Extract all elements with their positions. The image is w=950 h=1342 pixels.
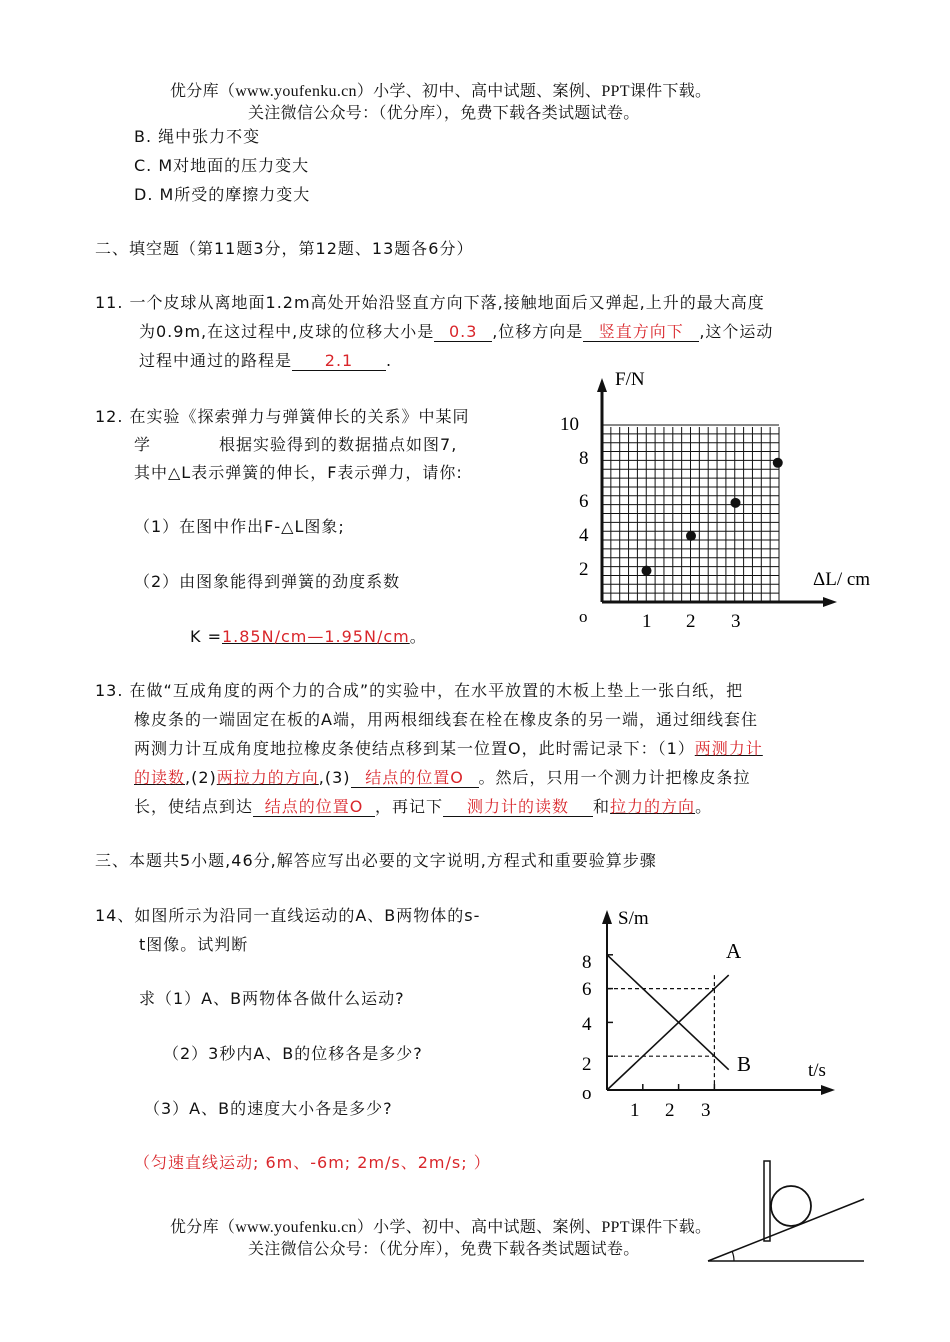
q13-text-c: ,(3): [318, 768, 351, 787]
q14-part-1: 求（1）A、B两物体各做什么运动?: [139, 989, 405, 1008]
q13-answer-6: 拉力的方向: [610, 797, 696, 816]
f-dl-data-point: [773, 458, 783, 468]
q12-k-answer: 1.85N/cm—1.95N/cm: [221, 627, 410, 646]
s-tick-8: 8: [582, 952, 592, 973]
q14-line-1: 14、如图所示为沿同一直线运动的A、B两物体的s-: [95, 906, 481, 925]
q13-answer-5: 测力计的读数: [443, 798, 593, 817]
q13-text-g: 和: [593, 797, 611, 816]
q13-answer-1b: 的读数: [134, 768, 186, 787]
angle-arc: [732, 1251, 734, 1261]
q14-answer: （匀速直线运动; 6m、-6m; 2m/s、2m/s; ）: [134, 1153, 491, 1172]
f-dl-grid: [602, 425, 779, 602]
q13-text-b: ,(2): [185, 768, 217, 787]
f-dl-origin: o: [579, 607, 588, 626]
q11-text-d: 过程中通过的路程是: [139, 351, 293, 370]
q14-part-3: （3）A、B的速度大小各是多少?: [144, 1099, 393, 1118]
q13-text-h: 。: [695, 797, 713, 816]
s-tick-2: 2: [582, 1054, 592, 1075]
q11-line-1: 11. 一个皮球从离地面1.2m高处开始沿竖直方向下落,接触地面后又弹起,上升的最大高度: [95, 293, 765, 312]
q12-part-2: （2）由图象能得到弹簧的劲度系数: [134, 572, 401, 591]
section-2-title: 二、填空题（第11题3分，第12题、13题各6分）: [95, 239, 474, 258]
dl-axis-label: ΔL/ cm: [813, 569, 871, 590]
q13-answer-1a: 两测力计: [694, 739, 763, 758]
q13-line-3: [134, 736, 763, 759]
f-dl-data-point: [686, 531, 696, 541]
t-tick-3: 3: [701, 1100, 711, 1121]
f-tick-10: 10: [560, 414, 579, 435]
s-tick-6: 6: [582, 979, 592, 1000]
dl-tick-2: 2: [686, 611, 696, 632]
q13-line-2: 橡皮条的一端固定在板的A端，用两根细线套在栓在橡皮条的另一端，通过细线套住: [134, 710, 758, 729]
q12-line-3: 其中△L表示弹簧的伸长，F表示弹力，请你:: [134, 463, 463, 482]
q12-text-a: 学: [134, 435, 152, 454]
q11-answer-3: 2.1: [292, 352, 386, 371]
option-d: D. M所受的摩擦力变大: [134, 185, 311, 204]
q13-text-a: 两测力计互成角度地拉橡皮条使结点移到某一位置O，此时需记录下：（1）: [134, 739, 695, 758]
f-tick-2: 2: [579, 559, 589, 580]
q11-text-e: .: [386, 351, 393, 370]
q11-text-b: ,位移方向是: [492, 322, 584, 341]
vertical-board: [764, 1161, 770, 1241]
q14-part-2: （2）3秒内A、B的位移各是多少?: [163, 1044, 423, 1063]
dl-tick-1: 1: [642, 611, 652, 632]
f-dl-data-point: [731, 498, 741, 508]
q11-line-3: [139, 348, 392, 371]
q13-text-d: 。然后，只用一个测力计把橡皮条拉: [478, 768, 751, 787]
q14-line-2: t图像。试判断: [139, 935, 249, 954]
f-tick-8: 8: [579, 448, 589, 469]
s-t-origin: o: [582, 1083, 592, 1104]
s-tick-4: 4: [582, 1014, 592, 1035]
q13-answer-4: 结点的位置O: [253, 798, 375, 817]
q11-text-a: 为0.9m,在这过程中,皮球的位移大小是: [139, 322, 435, 341]
footer-line-2: 关注微信公众号：（优分库），免费下载各类试题试卷。: [248, 1241, 640, 1258]
q11-answer-2: 竖直方向下: [583, 323, 699, 342]
dl-tick-3: 3: [731, 611, 741, 632]
series-b-label: B: [737, 1052, 752, 1076]
q12-k-end: 。: [409, 627, 427, 646]
q11-text-c: ,这个运动: [699, 322, 774, 341]
s-t-graph: [570, 900, 850, 1130]
t-tick-2: 2: [665, 1100, 675, 1121]
f-tick-6: 6: [579, 491, 589, 512]
q12-text-b: 根据实验得到的数据描点如图7,: [219, 435, 458, 454]
q13-text-e: 长，使结点到达: [134, 797, 254, 816]
s-axis-arrow: [602, 910, 612, 924]
t-tick-1: 1: [630, 1100, 640, 1121]
incline-diagram: [700, 1155, 870, 1270]
series-b-line: [607, 955, 729, 1070]
t-axis-label: t/s: [808, 1060, 826, 1081]
f-dl-graph: [555, 360, 895, 640]
f-axis-label: F/N: [615, 369, 645, 390]
t-axis-arrow: [821, 1085, 835, 1095]
header-line-1: 优分库（www.youfenku.cn）小学、初中、高中试题、案例、PPT课件下载。: [170, 83, 712, 100]
q12-k-line: [190, 624, 427, 647]
q13-answer-3: 结点的位置O: [351, 769, 479, 788]
option-b: B. 绳中张力不变: [134, 127, 261, 146]
footer-line-1: 优分库（www.youfenku.cn）小学、初中、高中试题、案例、PPT课件下载。: [170, 1219, 712, 1236]
option-c: C. M对地面的压力变大: [134, 156, 310, 175]
q13-line-5: [134, 794, 712, 817]
incline-plane: [708, 1199, 864, 1261]
dl-axis-arrow: [823, 597, 837, 607]
s-axis-label: S/m: [618, 908, 649, 929]
q13-text-f: ，再记下: [375, 797, 444, 816]
f-axis-arrow: [597, 378, 607, 392]
ball: [771, 1186, 811, 1226]
header-line-2: 关注微信公众号：（优分库），免费下载各类试题试卷。: [248, 105, 640, 122]
series-a-label: A: [726, 939, 742, 963]
q12-line-1: 12. 在实验《探索弹力与弹簧伸长的关系》中某同: [95, 407, 470, 426]
q13-line-1: 13. 在做“互成角度的两个力的合成”的实验中，在水平放置的木板上垫上一张白纸，把: [95, 681, 744, 700]
section-3-title: 三、本题共5小题,46分,解答应写出必要的文字说明,方程式和重要验算步骤: [95, 851, 657, 870]
q12-part-1: （1）在图中作出F-△L图象;: [134, 517, 345, 536]
q13-answer-2: 两拉力的方向: [216, 768, 319, 787]
f-tick-4: 4: [579, 525, 589, 546]
series-a-line: [607, 975, 729, 1090]
q12-line-2: [134, 432, 457, 455]
q13-line-4: [134, 765, 751, 788]
q11-answer-1: 0.3: [434, 323, 492, 342]
q12-k-label: K =: [190, 627, 222, 646]
q11-line-2: [139, 319, 773, 342]
f-dl-data-point: [642, 566, 652, 576]
